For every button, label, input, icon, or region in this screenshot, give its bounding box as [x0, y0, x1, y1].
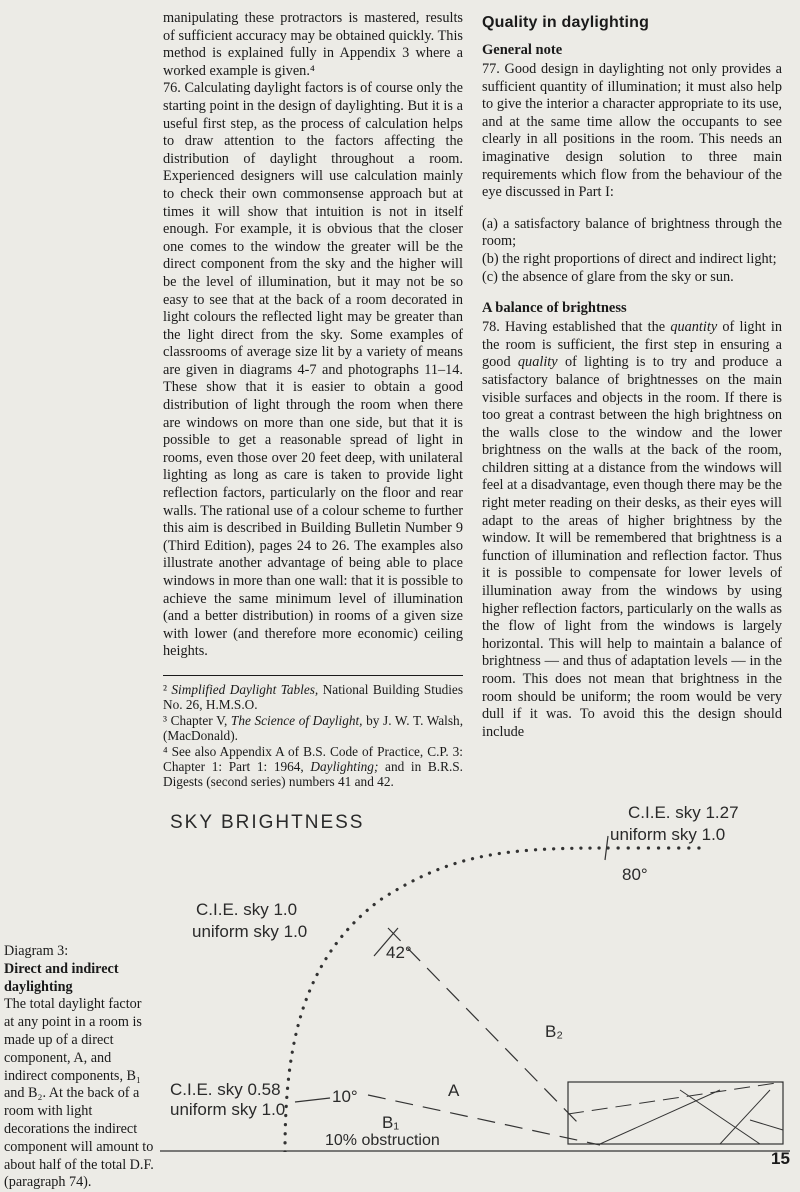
- room-reflection-3: [680, 1090, 760, 1144]
- requirement-b: (b) the right proportions of direct and indirect light;: [482, 250, 777, 267]
- label-cie-top: C.I.E. sky 1.27: [628, 803, 739, 822]
- label-A: A: [448, 1081, 460, 1100]
- angle-10-line: [295, 1098, 330, 1102]
- paragraph-75-continued: manipulating these protractors is mastered, results of sufficient accuracy may be obtained quickly. This method is explained fully in Appendix 3 where a worked example is given.⁴: [163, 10, 463, 79]
- room-reflection-4: [720, 1090, 770, 1144]
- footnote-3: ³ Chapter V, The Science of Daylight, by J. W. T. Walsh, (MacDonald).: [163, 712, 464, 744]
- room-reflection-1: [568, 1082, 783, 1114]
- requirement-c: (c) the absence of glare from the sky or sun.: [482, 268, 734, 285]
- balance-heading: A balance of brightness: [482, 300, 627, 317]
- diagram-title: SKY BRIGHTNESS: [170, 812, 365, 833]
- footnote-2: ² Simplified Daylight Tables, National Building Studies No. 26, H.M.S.O.: [163, 681, 464, 713]
- page-number: 15: [771, 1149, 790, 1168]
- label-B2: B₂: [545, 1022, 563, 1041]
- right-column: [482, 10, 782, 741]
- angle-10-label: 10°: [332, 1087, 358, 1106]
- requirement-a: (a) a satisfactory balance of brightness through the room;: [482, 215, 782, 250]
- label-cie-low: C.I.E. sky 0.58: [170, 1080, 281, 1099]
- label-uniform-low: uniform sky 1.0: [170, 1100, 286, 1119]
- angle-42-label: 42°: [386, 943, 412, 962]
- general-note-heading: General note: [482, 42, 563, 58]
- paragraph-76: 76. Calculating daylight factors is of course only the starting point in the design of daylighting. But it is a useful first step, as the process of calculation helps to draw attention to the factors affecting the distribution of daylight throughout a room. Experienced designers will use calculation mainly to check their own commonsense approach but at times it will show that intuition is not in itself enough. For example, it is obvious that the closer one comes to the window the greater will be the direct component from the sky and the higher will be the level of illumination, but it may not be so easy to see that at the back of a room decorated in light colours the reflected light may be greater than the light direct from the sky. Some examples of classrooms of average size lit by a variety of means are given in diagrams 4-7 and photographs 11–14. These show that it is easier to obtain a good distribution of light through the room when there are windows on more than one side, but that it is possible to get a reasonable spread of light in rooms, even those over 20 feet deep, with unilateral lighting as long as care is taken to provide light reflection factors, particularly on the floor and rear walls. The rational use of a colour scheme to further this aim is described in Building Bulletin Number 9 (Third Edition), pages 24 to 26. The examples also illustrate another advantage of being able to place windows in more than one wall: that it is possible to achieve the same minimum level of illumination (and a better distribution) in rooms of a given size with lower (and therefore more economic) ceiling heights.: [163, 80, 463, 660]
- room-reflection-5: [750, 1120, 783, 1130]
- caption-subtitle-line-1: Direct and indirect: [4, 960, 119, 977]
- room-reflection-2: [600, 1090, 720, 1144]
- requirements-list: [482, 216, 782, 286]
- label-uniform-top: uniform sky 1.0: [610, 825, 726, 844]
- label-uniform-mid: uniform sky 1.0: [192, 922, 308, 941]
- label-cie-mid: C.I.E. sky 1.0: [196, 900, 298, 919]
- footnote-rule: [163, 675, 463, 676]
- paragraph-78: 78. Having established that the quantity of light in the room is sufficient, the first step in ensuring a good quality of lighting is to try and produce a satisfactory balance of brightnesses on the main visible surfaces and objects in the room. If there is too great a contrast between the high brightness on the walls close to the window and the lower brightness on the walls at the back of the room, children sitting at a distance from the windows will feel at a disadvantage, even though there may be the right meter reading on their desks, as their eyes will adapt to the areas of higher brightness by the window. It will be remembered that brightness is a function of illumination and reflection factor. Thus it is possible to compensate for lower levels of illumination away from the windows by using higher reflection factors, particularly on the walls as the flow of light from the windows is largely horizontal. This will help to maintain a balance of brightness — and thus of adaptation levels — in the room. This does not mean that brightness in the room should be uniform; the room would be very dull if it was. To avoid this the design should include: [482, 319, 783, 740]
- sky-dome-dots: [285, 848, 605, 1152]
- diagram-caption: [4, 943, 154, 1192]
- room-outline: [568, 1082, 783, 1144]
- footnote-4: ⁴ See also Appendix A of B.S. Code of Practice, C.P. 3: Chapter 1: Part 1: 1964, Daylighting; and in B.R.S. Digests (second series) numbers 41 and 42.: [163, 743, 464, 790]
- section-heading: Quality in daylighting: [482, 14, 650, 31]
- left-column: [163, 10, 463, 790]
- caption-title: Diagram 3:: [4, 943, 69, 959]
- paragraph-77: 77. Good design in daylighting not only provides a sufficient quantity of illumination; it must also help to give the interior a character appropriate to its use, and at the same time allow the occupants to see clearly in all positions in the room. This needs an imaginative design solution to three main requirements which flow from the behaviour of the eye discussed in Part I:: [482, 61, 782, 201]
- label-B1: B₁: [382, 1113, 400, 1132]
- caption-body: The total daylight factor at any point in a room is made up of a direct component, A, and indirect components, B₁ and B₂. At the back of a room with light decorations the indirect component will amount to about half of the total D.F. (paragraph 74).: [4, 996, 154, 1191]
- daylighting-diagram: [160, 790, 790, 1152]
- obstruction-label: 10% obstruction: [325, 1132, 440, 1149]
- caption-subtitle-line-2: daylighting: [4, 978, 73, 995]
- angle-80-label: 80°: [622, 865, 648, 884]
